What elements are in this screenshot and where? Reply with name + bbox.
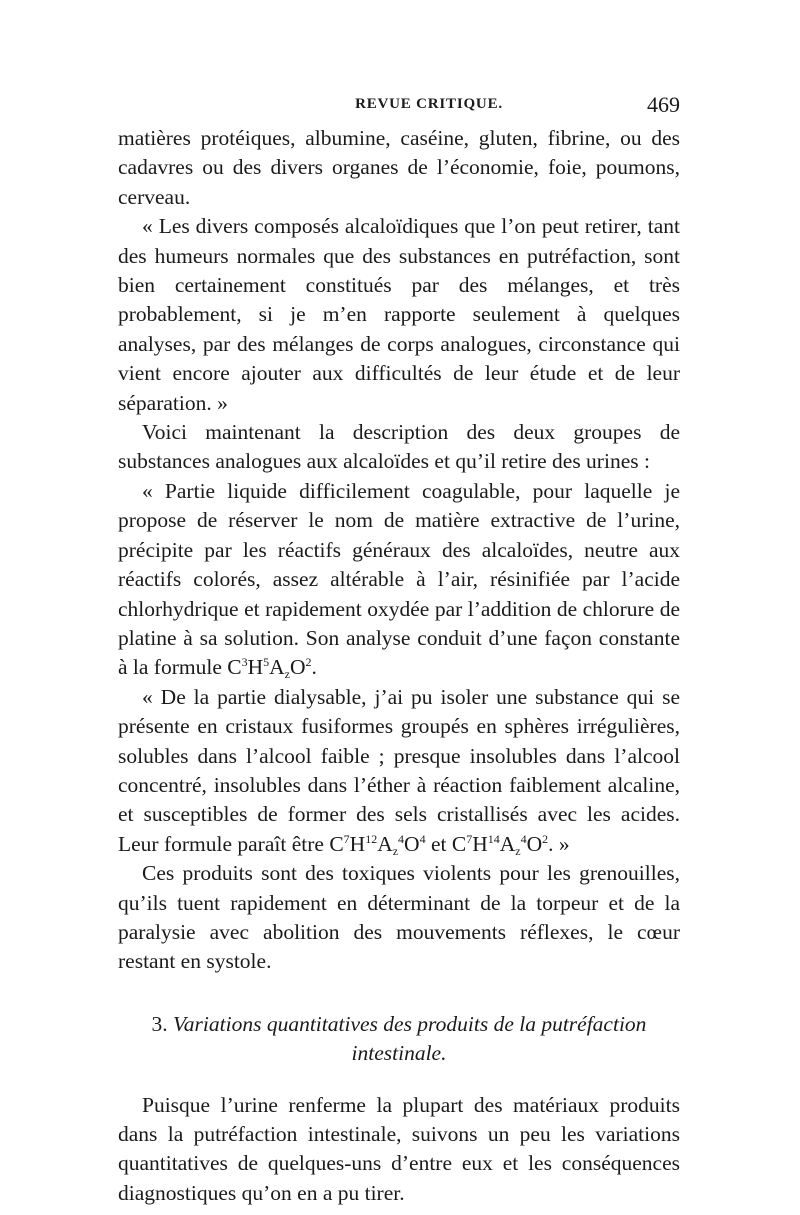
paragraph-description-intro: Voici maintenant la description des deux groupes de substances analogues aux alcaloïdes et qu’il retire des urines :	[118, 420, 680, 474]
page-number: 469	[647, 92, 680, 117]
section-heading	[118, 1010, 680, 1069]
section-title: Variations quantitatives des produits de la putréfaction intestinale.	[173, 1011, 647, 1066]
paragraph-liquid-part-text: « Partie liquide difficilement coagulable, pour laquelle je propose de réserver le nom de matière extractive de l’urine, précipite par les réactifs généraux des alcaloïdes, neutre aux réactifs colorés, assez altérable à l’air, résinifiée par l’acide chlorhydrique et rapidement oxydée par l’addition de chlorure de platine à sa solution. Son analyse conduit d’une façon constante à la formule	[118, 478, 680, 680]
paragraph-continuation: matières protéiques, albumine, caséine, gluten, fibrine, ou des cadavres ou des divers organes de l’économie, foie, poumons, cerveau.	[118, 126, 680, 209]
section-number: 3.	[151, 1011, 168, 1036]
paragraph-quote-alkaloid-compounds: « Les divers composés alcaloïdiques que l’on peut retirer, tant des humeurs normales que des substances en putréfaction, sont bien certainement constitués par des mélanges, et très probablement, si je m’en rapporte seulement à quelques analyses, par des mélanges de corps analogues, circonstance qui vient encore ajouter aux difficultés de leur étude et de leur séparation. »	[118, 214, 680, 415]
running-head	[118, 92, 680, 122]
paragraph-section-intro: Puisque l’urine renferme la plupart des matériaux produits dans la putréfaction intestinale, suivons un peu les variations quantitatives de quelques-uns d’entre eux et les conséquences diagnostiques qu’on en a pu tirer.	[118, 1092, 680, 1205]
running-title: REVUE CRITIQUE.	[355, 96, 503, 112]
paragraph-dialysable-part-text: « De la partie dialysable, j’ai pu isoler une substance qui se présente en cristaux fusiformes groupés en sphères irrégulières, solubles dans l’alcool faible ; presque insolubles dans l’alcool concentré, insolubles dans l’éther à réaction faiblement alcaline, et susceptibles de former des sels cristallisés avec les acides. Leur formule paraît être	[118, 684, 680, 856]
page-body	[118, 124, 680, 1208]
formula-crystals-1: $C^7H^{12}A_z^4O^4$	[329, 831, 426, 858]
formula-extractive-matter: $C^3H^5A_zO^2$	[227, 655, 312, 682]
paragraph-liquid-part: « Partie liquide difficilement coagulable, pour laquelle je propose de réserver le nom de matière extractive de l’urine, précipite par les réactifs généraux des alcaloïdes, neutre aux réactifs colorés, assez altérable à l’air, résinifiée par l’acide chlorhydrique et rapidement oxydée par l’addition de chlorure de platine à sa solution. Son analyse conduit d’une façon constante à la formule $C^3H^5A_zO^2$.	[118, 478, 680, 682]
formula-crystals-2: $C^7H^{14}A_z^4O^2$	[451, 831, 549, 858]
paragraph-toxicity: Ces produits sont des toxiques violents pour les grenouilles, qu’ils tuent rapidement en déterminant de la torpeur et de la paralysie avec abolition des mouvements réflexes, le cœur restant en systole.	[118, 861, 680, 974]
paragraph-dialysable-part: « De la partie dialysable, j’ai pu isoler une substance qui se présente en cristaux fusiformes groupés en sphères irrégulières, solubles dans l’alcool faible ; presque insolubles dans l’alcool concentré, insolubles dans l’éther à réaction faiblement alcaline, et susceptibles de former des sels cristallisés avec les acides. Leur formule paraît être $C^7H^{12}A_z^4O^4$ et $C^7H^{14}A_z^4O^2$. »	[118, 684, 680, 858]
